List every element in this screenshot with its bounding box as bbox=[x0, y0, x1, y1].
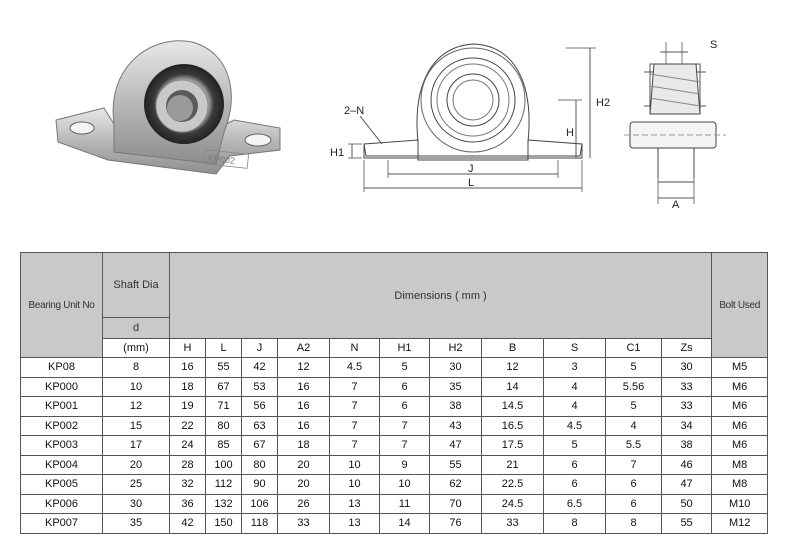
table-cell: 6 bbox=[606, 494, 662, 514]
table-cell: 55 bbox=[662, 514, 712, 534]
table-cell: 14 bbox=[482, 377, 544, 397]
table-cell: 7 bbox=[380, 416, 430, 436]
table-cell: 5 bbox=[380, 358, 430, 378]
column-header: H2 bbox=[430, 339, 482, 358]
table-cell: 100 bbox=[206, 455, 242, 475]
header-shaft-dia: Shaft Dia bbox=[103, 253, 170, 318]
table-cell: 90 bbox=[242, 475, 278, 495]
table-cell: 14 bbox=[380, 514, 430, 534]
table-cell: 16 bbox=[170, 358, 206, 378]
table-row bbox=[21, 397, 768, 417]
table-cell: 70 bbox=[430, 494, 482, 514]
table-cell: 4 bbox=[544, 377, 606, 397]
bearing-unit-cell: KP004 bbox=[21, 455, 103, 475]
table-cell: M6 bbox=[712, 377, 768, 397]
table-cell: 24 bbox=[170, 436, 206, 456]
label-s: S bbox=[710, 39, 718, 51]
table-cell: 34 bbox=[662, 416, 712, 436]
table-cell: 71 bbox=[206, 397, 242, 417]
table-cell: 20 bbox=[278, 455, 330, 475]
part-mark: KP002 bbox=[207, 153, 236, 166]
column-header: N bbox=[330, 339, 380, 358]
table-cell: 33 bbox=[482, 514, 544, 534]
table-cell: 7 bbox=[380, 436, 430, 456]
table-cell: 33 bbox=[662, 377, 712, 397]
bearing-unit-cell: KP000 bbox=[21, 377, 103, 397]
table-cell: 12 bbox=[103, 397, 170, 417]
table-cell: 85 bbox=[206, 436, 242, 456]
table-cell: 16 bbox=[278, 416, 330, 436]
table-cell: 5 bbox=[606, 358, 662, 378]
table-cell: 132 bbox=[206, 494, 242, 514]
header-bolt-used: Bolt Used bbox=[712, 253, 768, 358]
table-cell: 22.5 bbox=[482, 475, 544, 495]
table-cell: 38 bbox=[662, 436, 712, 456]
table-cell: 118 bbox=[242, 514, 278, 534]
bearing-unit-cell: KP001 bbox=[21, 397, 103, 417]
table-cell: 106 bbox=[242, 494, 278, 514]
label-n: 2–N bbox=[344, 105, 365, 117]
table-cell: 6 bbox=[606, 475, 662, 495]
table-cell: 16.5 bbox=[482, 416, 544, 436]
table-cell: 19 bbox=[170, 397, 206, 417]
table-cell: 43 bbox=[430, 416, 482, 436]
column-header: H1 bbox=[380, 339, 430, 358]
table-cell: 67 bbox=[242, 436, 278, 456]
table-cell: 56 bbox=[242, 397, 278, 417]
table-row bbox=[21, 494, 768, 514]
label-j: J bbox=[468, 163, 474, 175]
table-cell: 150 bbox=[206, 514, 242, 534]
table-row bbox=[21, 514, 768, 534]
table-cell: 24.5 bbox=[482, 494, 544, 514]
table-cell: 80 bbox=[242, 455, 278, 475]
table-cell: 14.5 bbox=[482, 397, 544, 417]
table-row bbox=[21, 475, 768, 495]
column-header: L bbox=[206, 339, 242, 358]
header-dimensions: Dimensions ( mm ) bbox=[170, 253, 712, 339]
table-cell: 42 bbox=[242, 358, 278, 378]
table-cell: 36 bbox=[170, 494, 206, 514]
table-cell: 7 bbox=[330, 416, 380, 436]
bearing-unit-cell: KP006 bbox=[21, 494, 103, 514]
table-row bbox=[21, 416, 768, 436]
table-cell: 21 bbox=[482, 455, 544, 475]
table-cell: 4 bbox=[544, 397, 606, 417]
side-section-drawing bbox=[620, 28, 730, 208]
table-cell: 10 bbox=[103, 377, 170, 397]
column-header: B bbox=[482, 339, 544, 358]
table-cell: 53 bbox=[242, 377, 278, 397]
table-cell: 46 bbox=[662, 455, 712, 475]
table-cell: M10 bbox=[712, 494, 768, 514]
table-cell: 76 bbox=[430, 514, 482, 534]
table-cell: 80 bbox=[206, 416, 242, 436]
table-cell: 17 bbox=[103, 436, 170, 456]
table-row bbox=[21, 358, 768, 378]
table-cell: 6.5 bbox=[544, 494, 606, 514]
table-cell: 28 bbox=[170, 455, 206, 475]
label-h2: H2 bbox=[596, 97, 611, 109]
table-cell: 10 bbox=[330, 475, 380, 495]
table-cell: 20 bbox=[103, 455, 170, 475]
table-cell: 62 bbox=[430, 475, 482, 495]
table-cell: 3 bbox=[544, 358, 606, 378]
table-cell: 32 bbox=[170, 475, 206, 495]
table-cell: 17.5 bbox=[482, 436, 544, 456]
table-cell: 67 bbox=[206, 377, 242, 397]
column-header: J bbox=[242, 339, 278, 358]
product-photo bbox=[44, 24, 294, 184]
table-cell: 12 bbox=[278, 358, 330, 378]
table-cell: 15 bbox=[103, 416, 170, 436]
table-cell: 8 bbox=[606, 514, 662, 534]
table-cell: 12 bbox=[482, 358, 544, 378]
column-header: H bbox=[170, 339, 206, 358]
table-cell: 50 bbox=[662, 494, 712, 514]
table-cell: 47 bbox=[662, 475, 712, 495]
header-shaft-d: d bbox=[103, 318, 170, 339]
table-cell: M8 bbox=[712, 475, 768, 495]
table-row bbox=[21, 377, 768, 397]
table-cell: 7 bbox=[330, 436, 380, 456]
label-h1: H1 bbox=[330, 147, 345, 159]
column-header: A2 bbox=[278, 339, 330, 358]
table-cell: 4 bbox=[606, 416, 662, 436]
header-bearing-unit: Bearing Unit No bbox=[21, 253, 103, 358]
table-cell: M12 bbox=[712, 514, 768, 534]
table-cell: 6 bbox=[380, 397, 430, 417]
column-header: Zs bbox=[662, 339, 712, 358]
table-cell: 10 bbox=[330, 455, 380, 475]
table-cell: 18 bbox=[278, 436, 330, 456]
table-header bbox=[21, 253, 768, 358]
table-cell: 42 bbox=[170, 514, 206, 534]
label-l: L bbox=[468, 177, 475, 189]
table-cell: 16 bbox=[278, 377, 330, 397]
bearing-unit-cell: KP003 bbox=[21, 436, 103, 456]
table-cell: 18 bbox=[170, 377, 206, 397]
label-h: H bbox=[566, 127, 574, 139]
table-cell: 13 bbox=[330, 494, 380, 514]
table-cell: 20 bbox=[278, 475, 330, 495]
table-cell: M6 bbox=[712, 416, 768, 436]
front-view-drawing bbox=[326, 32, 612, 200]
table-cell: 5.5 bbox=[606, 436, 662, 456]
table-cell: 47 bbox=[430, 436, 482, 456]
table-cell: 35 bbox=[103, 514, 170, 534]
table-cell: 4.5 bbox=[544, 416, 606, 436]
table-cell: 5.56 bbox=[606, 377, 662, 397]
table-cell: 30 bbox=[103, 494, 170, 514]
table-cell: 25 bbox=[103, 475, 170, 495]
table-cell: M5 bbox=[712, 358, 768, 378]
table-cell: 22 bbox=[170, 416, 206, 436]
table-cell: 8 bbox=[103, 358, 170, 378]
table-cell: 10 bbox=[380, 475, 430, 495]
table-cell: 9 bbox=[380, 455, 430, 475]
table-body bbox=[21, 358, 768, 534]
table-cell: 30 bbox=[430, 358, 482, 378]
table-cell: 13 bbox=[330, 514, 380, 534]
table-cell: 16 bbox=[278, 397, 330, 417]
bearing-unit-cell: KP002 bbox=[21, 416, 103, 436]
table-cell: M6 bbox=[712, 436, 768, 456]
table-cell: 112 bbox=[206, 475, 242, 495]
table-cell: 6 bbox=[544, 475, 606, 495]
table-cell: 55 bbox=[206, 358, 242, 378]
table-cell: 11 bbox=[380, 494, 430, 514]
table-cell: 26 bbox=[278, 494, 330, 514]
table-cell: M6 bbox=[712, 397, 768, 417]
table-cell: 7 bbox=[606, 455, 662, 475]
table-cell: 63 bbox=[242, 416, 278, 436]
table-cell: 33 bbox=[278, 514, 330, 534]
table-cell: 5 bbox=[544, 436, 606, 456]
table-row bbox=[21, 455, 768, 475]
bearing-unit-cell: KP005 bbox=[21, 475, 103, 495]
table-cell: 6 bbox=[544, 455, 606, 475]
label-a: A bbox=[672, 199, 680, 208]
table-cell: M8 bbox=[712, 455, 768, 475]
table-cell: 55 bbox=[430, 455, 482, 475]
bearing-spec-table bbox=[20, 252, 768, 534]
table-cell: 7 bbox=[330, 397, 380, 417]
bearing-unit-cell: KP08 bbox=[21, 358, 103, 378]
table-cell: 7 bbox=[330, 377, 380, 397]
table-cell: 38 bbox=[430, 397, 482, 417]
table-cell: 30 bbox=[662, 358, 712, 378]
table-cell: 35 bbox=[430, 377, 482, 397]
column-header: S bbox=[544, 339, 606, 358]
table-cell: 5 bbox=[606, 397, 662, 417]
table-cell: 4.5 bbox=[330, 358, 380, 378]
table-cell: 33 bbox=[662, 397, 712, 417]
table-row bbox=[21, 436, 768, 456]
column-header: C1 bbox=[606, 339, 662, 358]
table-cell: 8 bbox=[544, 514, 606, 534]
table-cell: 6 bbox=[380, 377, 430, 397]
header-shaft-unit: (mm) bbox=[103, 339, 170, 358]
bearing-unit-cell: KP007 bbox=[21, 514, 103, 534]
